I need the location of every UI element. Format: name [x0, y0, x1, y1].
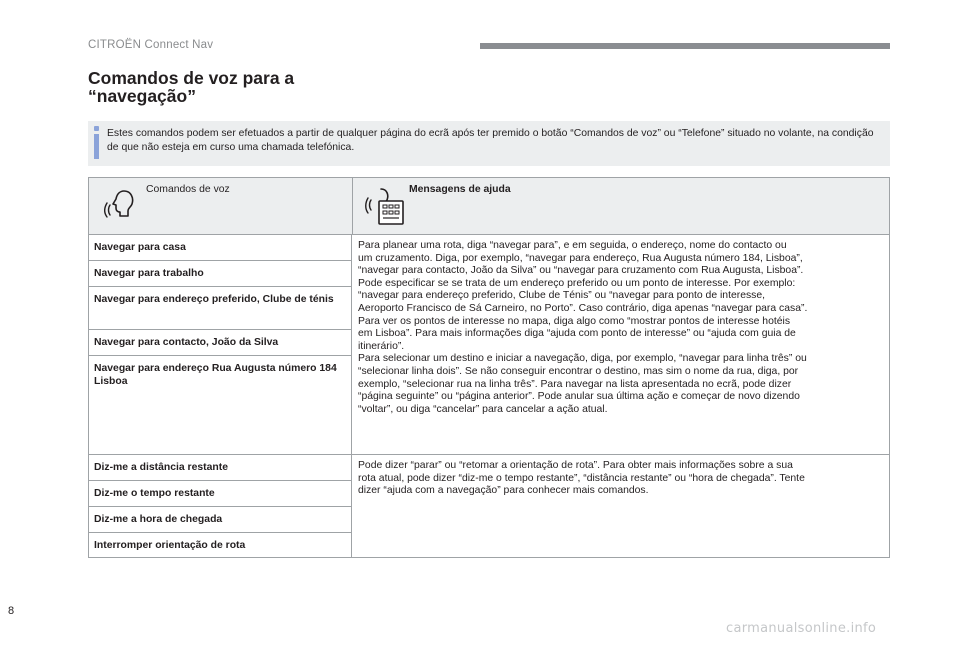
command-row: Navegar para endereço Rua Augusta número 184 Lisboa — [94, 363, 337, 387]
page-number: 8 — [8, 605, 15, 617]
command-row: Navegar para contacto, João da Silva — [89, 330, 351, 356]
page-title — [88, 69, 408, 105]
watermark: carmanualsonline.info — [726, 621, 877, 636]
help-message-text: Pode dizer “parar” ou “retomar a orientação de rota”. Para obter mais informações sobre a sua rota atual, pode dizer “diz-me o tempo restante”, “distância restante” ou “hora de chegada”. Tente dizer “ajuda com a navegação” para conhecer mais comandos. — [358, 460, 805, 497]
table-header-commands — [89, 178, 353, 234]
voice-commands-table — [88, 177, 890, 558]
brand-label: CITROËN Connect Nav — [88, 39, 214, 51]
help-column-header: Mensagens de ajuda — [409, 184, 511, 195]
command-row: Diz-me a hora de chegada — [89, 507, 351, 533]
command-row: Navegar para endereço preferido, Clube de ténis — [89, 287, 351, 330]
command-row: Diz-me a distância restante — [89, 455, 351, 481]
page-title-line-2: “navegação” — [88, 86, 196, 106]
help-message-text: Para planear uma rota, diga “navegar para”, e em seguida, o endereço, nome do contacto ou um cruzamento. Diga, por exemplo, “navegar para endereço, Rua Augusta número 184, Lisboa”, “navegar para contacto, João da Silva” ou “navegar para cruzamento com Rua Augusta, Lisboa”. Pode especificar se se trata de um endereço preferido ou um ponto de interesse. Por exemplo: “navegar para endereço preferido, Clube de Ténis” ou “navegar para ponto de interesse, Aeroporto Francisco de Sá Carneiro, no Porto”. Caso contrário, diga apenas “navegar para casa”. Para ver os pontos de interesse no mapa, diga algo como “mostrar pontos de interesse hotéis em Lisboa”. Para mais informações diga “ajuda com ponto de interesse” ou “ajuda com guia de itinerário”. Para selecionar um destino e iniciar a navegação, diga, por exemplo, “navegar para linha três” ou “selecionar linha dois”. Se não conseguir encontrar o destino, mas sim o nome da rua, diga, por exemplo, “selecionar rua na linha três”. Para navegar na lista apresentada no ecrã, pode dizer “página seguinte” ou “página anterior”. Pode anular sua última ação e começar de novo dizendo “voltar”, ou diga “cancelar” para cancelar a ação atual. — [358, 240, 808, 415]
help-group-route-info — [353, 455, 889, 557]
command-row: Navegar para trabalho — [89, 261, 351, 287]
info-note-text: Estes comandos podem ser efetuados a partir de qualquer página do ecrã após ter premido o botão “Comandos de voz” ou “Telefone” situado no volante, na condição de que não esteja em curso uma chamada telefónica. — [107, 128, 874, 153]
command-row: Navegar para casa — [89, 235, 351, 261]
command-row: Diz-me o tempo restante — [89, 481, 351, 507]
command-group-route-info — [89, 455, 352, 557]
info-icon — [94, 126, 100, 160]
table-header-help — [353, 178, 889, 234]
table-header-row — [89, 178, 889, 235]
command-group-navigation — [89, 235, 352, 454]
help-group-navigation — [353, 235, 889, 454]
header-bar — [480, 43, 890, 49]
commands-column-header: Comandos de voz — [146, 184, 230, 195]
voice-command-icon — [104, 186, 140, 222]
info-note — [88, 121, 890, 166]
command-row: Interromper orientação de rota — [94, 540, 246, 551]
page-title-line-1: Comandos de voz para a — [88, 68, 295, 88]
help-screen-icon — [365, 186, 405, 226]
